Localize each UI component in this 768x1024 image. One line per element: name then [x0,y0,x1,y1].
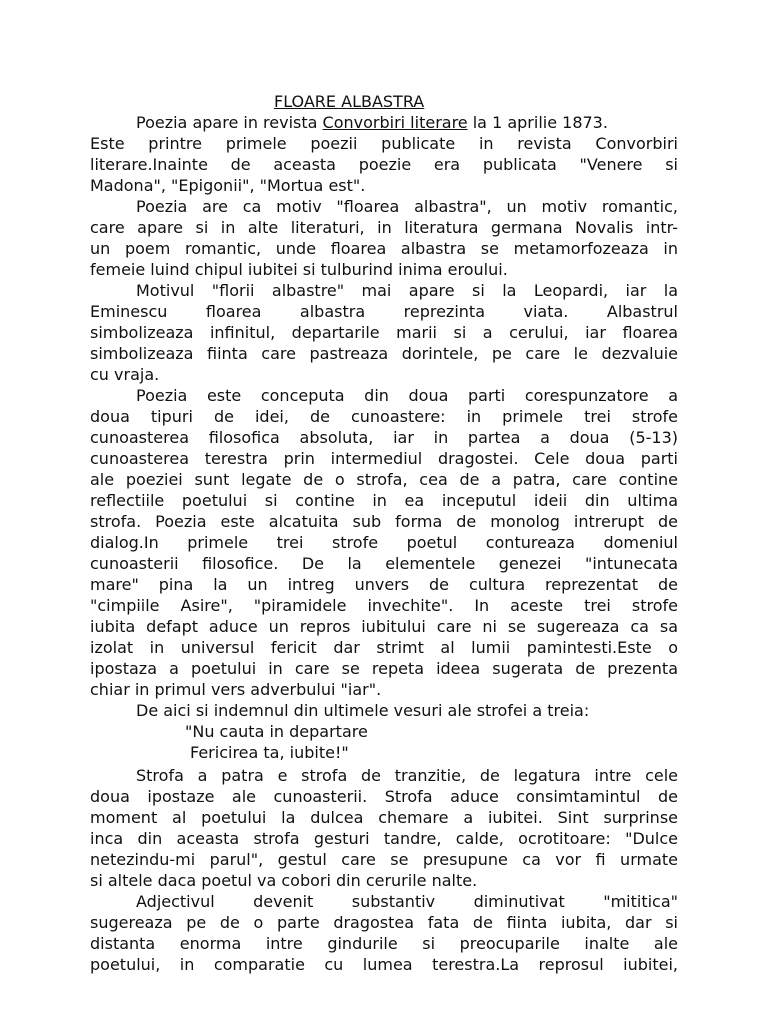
text-line: poetului, in comparatie cu lumea terestra.La reprosul iubitei, [90,955,678,974]
text-line: Este printre primele poezii publicate in revista Convorbiri [90,134,678,153]
text-line: doua ipostaze ale cunoasterii. Strofa aduce consimtamintul de [90,787,678,806]
text-line: reflectiile poetului si contine in ea inceputul ideii din ultima [90,491,678,510]
text-line: Poezia apare in revista Convorbiri literare la 1 aprilie 1873. [136,113,608,132]
text-line: cu vraja. [90,365,160,384]
page-title: FLOARE ALBASTRA [274,92,425,111]
text-line: simbolizeaza infinitul, departarile marii si a cerului, iar floarea [90,323,678,342]
text-line: doua tipuri de idei, de cunoastere: in primele trei strofe [90,407,678,426]
text-line: strofa. Poezia este alcatuita sub forma de monolog intrerupt de [90,512,678,531]
text-line: simbolizeaza fiinta care pastreaza dorintele, pe care le dezvaluie [90,344,678,363]
text-line: "cimpiile Asire", "piramidele invechite". In aceste trei strofe [90,596,678,615]
text-line: un poem romantic, unde floarea albastra se metamorfozeaza in [90,239,678,258]
text-line: mare" pina la un intreg unvers de cultura reprezentat de [90,575,678,594]
text-line: Eminescu floarea albastra reprezinta viata. Albastrul [90,302,678,321]
text-line: cunoasterii filosofice. De la elementele genezei "intunecata [90,554,678,573]
text-line: cunoasterea filosofica absoluta, iar in partea a doua (5-13) [90,428,678,447]
journal-name: Convorbiri literare [322,113,468,132]
text-line: ipostaza a poetului in care se repeta ideea sugerata de prezenta [90,659,678,678]
text-line: si altele daca poetul va cobori din cerurile nalte. [90,871,478,890]
text-line: distanta enorma intre gindurile si preocuparile inalte ale [90,934,678,953]
text-line: Madona", "Epigonii", "Mortua est". [90,176,366,195]
text-line: femeie luind chipul iubitei si tulburind inima eroului. [90,260,508,279]
text-line: izolat in universul fericit dar strimt al lumii pamintesti.Este o [90,638,678,657]
text-line: Adjectivul devenit substantiv diminutivat "mititica" [136,892,678,911]
quote-line: Fericirea ta, iubite!" [190,743,349,762]
text-line: Strofa a patra e strofa de tranzitie, de legatura intre cele [136,766,678,785]
text-line: iubita defapt aduce un repros iubitului care ni se sugereaza ca sa [90,617,678,636]
text-line: literare.Inainte de aceasta poezie era publicata "Venere si [90,155,678,174]
text-line: Motivul "florii albastre" mai apare si la Leopardi, iar la [136,281,678,300]
text-line: sugereaza pe de o parte dragostea fata de fiinta iubita, dar si [90,913,678,932]
text-line: inca din aceasta strofa gesturi tandre, calde, ocrotitoare: "Dulce [90,829,678,848]
text-line: De aici si indemnul din ultimele vesuri ale strofei a treia: [136,701,590,720]
text-line: ale poeziei sunt legate de o strofa, cea de a patra, care contine [90,470,678,489]
text-line: netezindu-mi parul", gestul care se presupune ca vor fi urmate [90,850,678,869]
text-line: dialog.In primele trei strofe poetul contureaza domeniul [90,533,678,552]
text-line: Poezia are ca motiv "floarea albastra", un motiv romantic, [136,197,678,216]
text-line: Poezia este conceputa din doua parti corespunzatore a [136,386,678,405]
text-line: cunoasterea terestra prin intermediul dragostei. Cele doua parti [90,449,678,468]
text-line: chiar in primul vers adverbului "iar". [90,680,382,699]
quote-line: "Nu cauta in departare [185,722,368,741]
text-line: care apare si in alte literaturi, in literatura germana Novalis intr- [90,218,678,237]
text-line: moment al poetului la dulcea chemare a iubitei. Sint surprinse [90,808,678,827]
